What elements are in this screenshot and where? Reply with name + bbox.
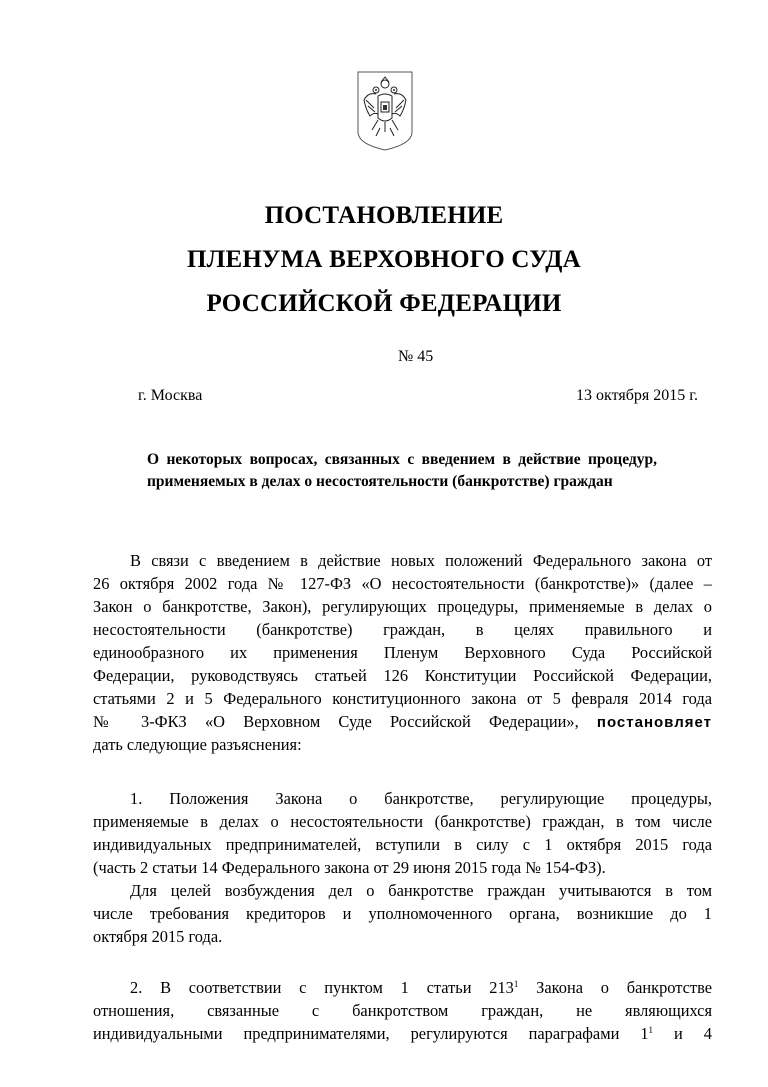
preamble-line: несостоятельности (банкротстве) граждан, в целях правильного и bbox=[93, 620, 712, 639]
preamble-line: единообразного их применения Пленум Верховного Суда Российской bbox=[93, 643, 712, 662]
paragraph-2-text: Закона о банкротстве bbox=[518, 978, 713, 997]
paragraph-1-line: (часть 2 статьи 14 Федерального закона от 29 июня 2015 года № 154-ФЗ). bbox=[93, 858, 606, 877]
resolution-number: № 45 bbox=[398, 348, 434, 365]
preamble-line: Закон о банкротстве, Закон), регулирующих процедуры, применяемые в делах о bbox=[93, 597, 712, 616]
paragraph-1-line: применяемые в делах о несостоятельности (банкротстве) граждан, в том числе bbox=[93, 812, 712, 831]
paragraph-2-text: 2. В соответствии с пунктом 1 статьи 213 bbox=[130, 978, 514, 997]
city-label: г. Москва bbox=[138, 387, 203, 404]
paragraph-2-text: индивидуальными предпринимателями, регулируются параграфами 1 bbox=[93, 1024, 649, 1043]
preamble-line: дать следующие разъяснения: bbox=[93, 735, 302, 754]
preamble-line-text: № 3-ФКЗ «О Верховном Суде Российской Федерации», bbox=[93, 712, 579, 731]
preamble-line: статьями 2 и 5 Федерального конституционного закона от 5 февраля 2014 года bbox=[93, 689, 712, 708]
resolution-date: 13 октября 2015 г. bbox=[576, 387, 698, 404]
superscript: 1 bbox=[648, 1025, 654, 1035]
coat-of-arms-emblem bbox=[356, 70, 414, 152]
paragraph-2-line: отношения, связанные с банкротством граждан, не являющихся bbox=[93, 1001, 712, 1020]
superscript: 1 bbox=[513, 979, 519, 989]
paragraph-2-text: и 4 bbox=[653, 1024, 712, 1043]
document-title-line-3: РОССИЙСКОЙ ФЕДЕРАЦИИ bbox=[206, 290, 562, 317]
paragraph-2-line bbox=[93, 1023, 712, 1045]
subject-heading: О некоторых вопросах, связанных с введением в действие процедур, применяемых в делах о несостоятельности (банкротстве) граждан bbox=[147, 451, 657, 490]
paragraph-1-line: Для целей возбуждения дел о банкротстве граждан учитываются в том bbox=[130, 881, 712, 900]
paragraph-2-line bbox=[130, 977, 712, 999]
preamble-line: 26 октября 2002 года № 127-ФЗ «О несостоятельности (банкротстве)» (далее – bbox=[93, 574, 712, 593]
resolves-keyword: постановляет bbox=[596, 714, 712, 731]
document-title-line-2: ПЛЕНУМА ВЕРХОВНОГО СУДА bbox=[187, 246, 581, 273]
paragraph-1-line: 1. Положения Закона о банкротстве, регулирующие процедуры, bbox=[130, 789, 712, 808]
paragraph-1-line: числе требования кредиторов и уполномоченного органа, возникшие до 1 bbox=[93, 904, 712, 923]
paragraph-1-line: индивидуальных предпринимателей, вступили в силу с 1 октября 2015 года bbox=[93, 835, 712, 854]
preamble-line: В связи с введением в действие новых положений Федерального закона от bbox=[130, 551, 712, 570]
preamble-line: Федерации, руководствуясь статьей 126 Конституции Российской Федерации, bbox=[93, 666, 712, 685]
document-title-line-1: ПОСТАНОВЛЕНИЕ bbox=[264, 202, 504, 229]
preamble-line bbox=[93, 711, 712, 733]
paragraph-1-line: октября 2015 года. bbox=[93, 927, 223, 946]
